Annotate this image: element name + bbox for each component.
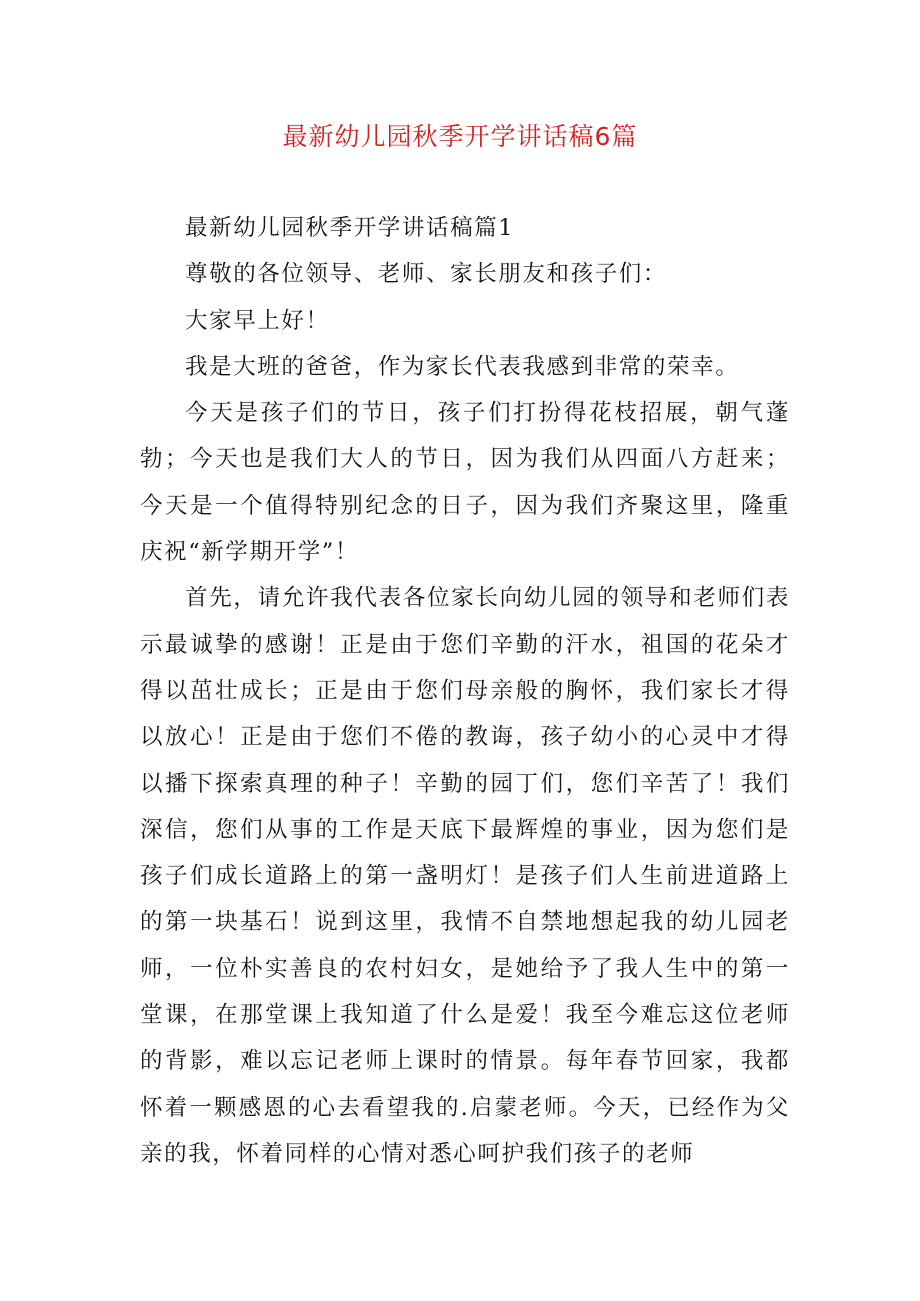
body-paragraph: 今天是孩子们的节日，孩子们打扮得花枝招展，朝气蓬勃；今天也是我们大人的节日，因为我们从四面八方赶来；今天是一个值得特别纪念的日子，因为我们齐聚这里，隆重庆祝“新学期开学”！: [140, 400, 790, 566]
document-title: 最新幼儿园秋季开学讲话稿6篇: [282, 122, 638, 151]
introduction-paragraph: 我是大班的爸爸，作为家长代表我感到非常的荣幸。: [185, 353, 740, 380]
salutation-paragraph: 尊敬的各位领导、老师、家长朋友和孩子们：: [185, 261, 668, 288]
document-body: [140, 205, 790, 1177]
body-paragraph: 首先，请允许我代表各位家长向幼儿园的领导和老师们表示最诚挚的感谢！正是由于您们辛勤的汗水，祖国的花朵才得以茁壮成长；正是由于您们母亲般的胸怀，我们家长才得以放心！正是由于您们不倦的教诲，孩子幼小的心灵中才得以播下探索真理的种子！辛勤的园丁们，您们辛苦了！我们深信，您们从事的工作是天底下最辉煌的事业，因为您们是孩子们成长道路上的第一盏明灯！是孩子们人生前进道路上的第一块基石！说到这里，我情不自禁地想起我的幼儿园老师，一位朴实善良的农村妇女，是她给予了我人生中的第一堂课，在那堂课上我知道了什么是爱！我至今难忘这位老师的背影，难以忘记老师上课时的情景。每年春节回家，我都怀着一颗感恩的心去看望我的.启蒙老师。今天，已经作为父亲的我，怀着同样的心情对悉心呵护我们孩子的老师: [140, 585, 790, 1167]
section-heading: 最新幼儿园秋季开学讲话稿篇1: [185, 215, 515, 241]
greeting-paragraph: 大家早上好！: [185, 307, 330, 334]
